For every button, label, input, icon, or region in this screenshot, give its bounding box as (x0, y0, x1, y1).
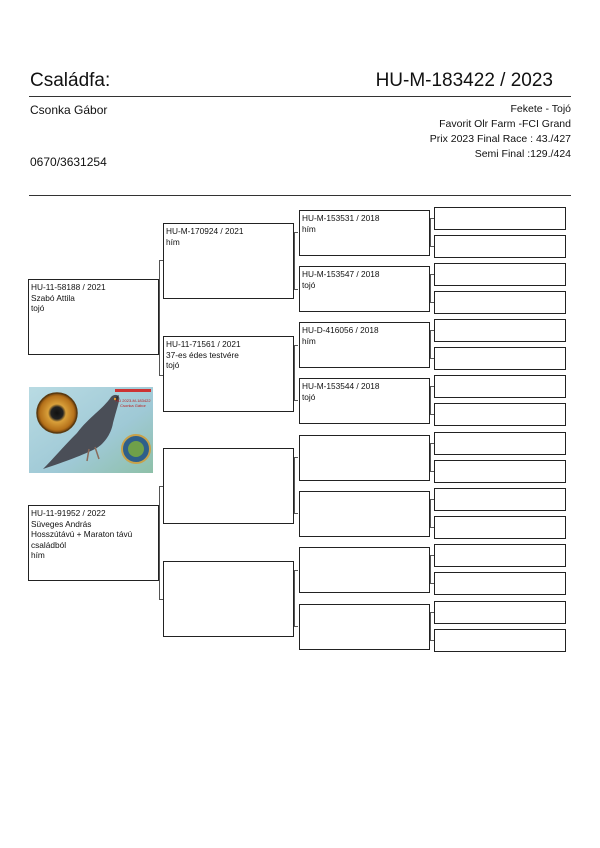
dam-box (28, 505, 159, 581)
gen2-2-ring: HU-11-71561 / 2021 (166, 339, 241, 349)
gen3-4-sex: tojó (302, 391, 316, 402)
gen2-box-3 (163, 448, 294, 524)
gen3-1-ring: HU-M-153531 / 2018 (302, 213, 380, 223)
gen4-box-7 (434, 375, 566, 398)
gen3-box-6 (299, 491, 430, 537)
gen4-box-1 (434, 207, 566, 230)
gen4-box-15 (434, 601, 566, 624)
gen2-box-4 (163, 561, 294, 637)
sire-ring: HU-11-58188 / 2021 (31, 282, 106, 292)
bird-photo (29, 387, 153, 473)
gen3-box-8 (299, 604, 430, 650)
gen3-1-sex: hím (302, 223, 316, 234)
sire-sex: tojó (31, 303, 45, 313)
bird-result-2: Prix 2023 Final Race : 43./427 (429, 133, 571, 145)
gen3-3-sex: hím (302, 335, 316, 346)
gen4-box-16 (434, 629, 566, 652)
gen2-box-1 (163, 223, 294, 299)
sire-box (28, 279, 159, 355)
gen3-2-ring: HU-M-153547 / 2018 (302, 269, 380, 279)
gen3-3-ring: HU-D-416056 / 2018 (302, 325, 379, 335)
connector (294, 232, 298, 290)
gen4-box-2 (434, 235, 566, 258)
gen4-box-8 (434, 403, 566, 426)
gen4-box-11 (434, 488, 566, 511)
dam-sex: hím (31, 550, 45, 560)
bird-info (430, 102, 571, 162)
owner-name: Csonka Gábor (30, 103, 108, 117)
connector (294, 457, 298, 514)
connector (294, 570, 298, 627)
photo-caption-owner: Csonka Gábor (120, 403, 146, 408)
gen4-box-6 (434, 347, 566, 370)
page-title: Családfa: (30, 70, 111, 91)
gen4-box-4 (434, 291, 566, 314)
gen4-box-10 (434, 460, 566, 483)
gen4-box-9 (434, 432, 566, 455)
gen3-4-ring: HU-M-153544 / 2018 (302, 381, 380, 391)
gen4-box-5 (434, 319, 566, 342)
gen3-box-2 (299, 266, 430, 312)
gen2-2-note: 37-es édes testvére (166, 349, 239, 360)
gen3-box-1 (299, 210, 430, 256)
gen4-box-14 (434, 572, 566, 595)
bird-color-sex: Fekete - Tojó (510, 103, 571, 115)
header-divider (29, 96, 571, 97)
gen3-box-5 (299, 435, 430, 481)
gen2-box-2 (163, 336, 294, 412)
gen4-box-3 (434, 263, 566, 286)
gen3-box-4 (299, 378, 430, 424)
bird-result-3: Semi Final :129./424 (474, 148, 571, 160)
connector (294, 345, 298, 401)
ring-number-title: HU-M-183422 / 2023 (375, 70, 553, 91)
dam-name: Süveges András (31, 518, 92, 529)
pigeon-photo-image (29, 387, 153, 473)
photo-caption-ring: HU 2023-M-183422 (115, 398, 151, 403)
gen3-box-7 (299, 547, 430, 593)
owner-phone: 0670/3631254 (30, 155, 107, 169)
dam-note-1: Hosszútávú + Maraton távú (31, 529, 133, 539)
gen2-1-sex: hím (166, 236, 180, 247)
bird-result-1: Favorit Olr Farm -FCI Grand (439, 118, 571, 130)
gen2-2-sex: tojó (166, 360, 180, 370)
gen2-1-ring: HU-M-170924 / 2021 (166, 226, 244, 236)
gen4-box-12 (434, 516, 566, 539)
section-divider (29, 195, 571, 196)
dam-ring: HU-11-91952 / 2022 (31, 508, 106, 518)
gen4-box-13 (434, 544, 566, 567)
dam-note-2: családból (31, 539, 67, 550)
sire-name: Szabó Attila (31, 292, 75, 303)
gen3-2-sex: tojó (302, 279, 316, 290)
gen3-box-3 (299, 322, 430, 368)
